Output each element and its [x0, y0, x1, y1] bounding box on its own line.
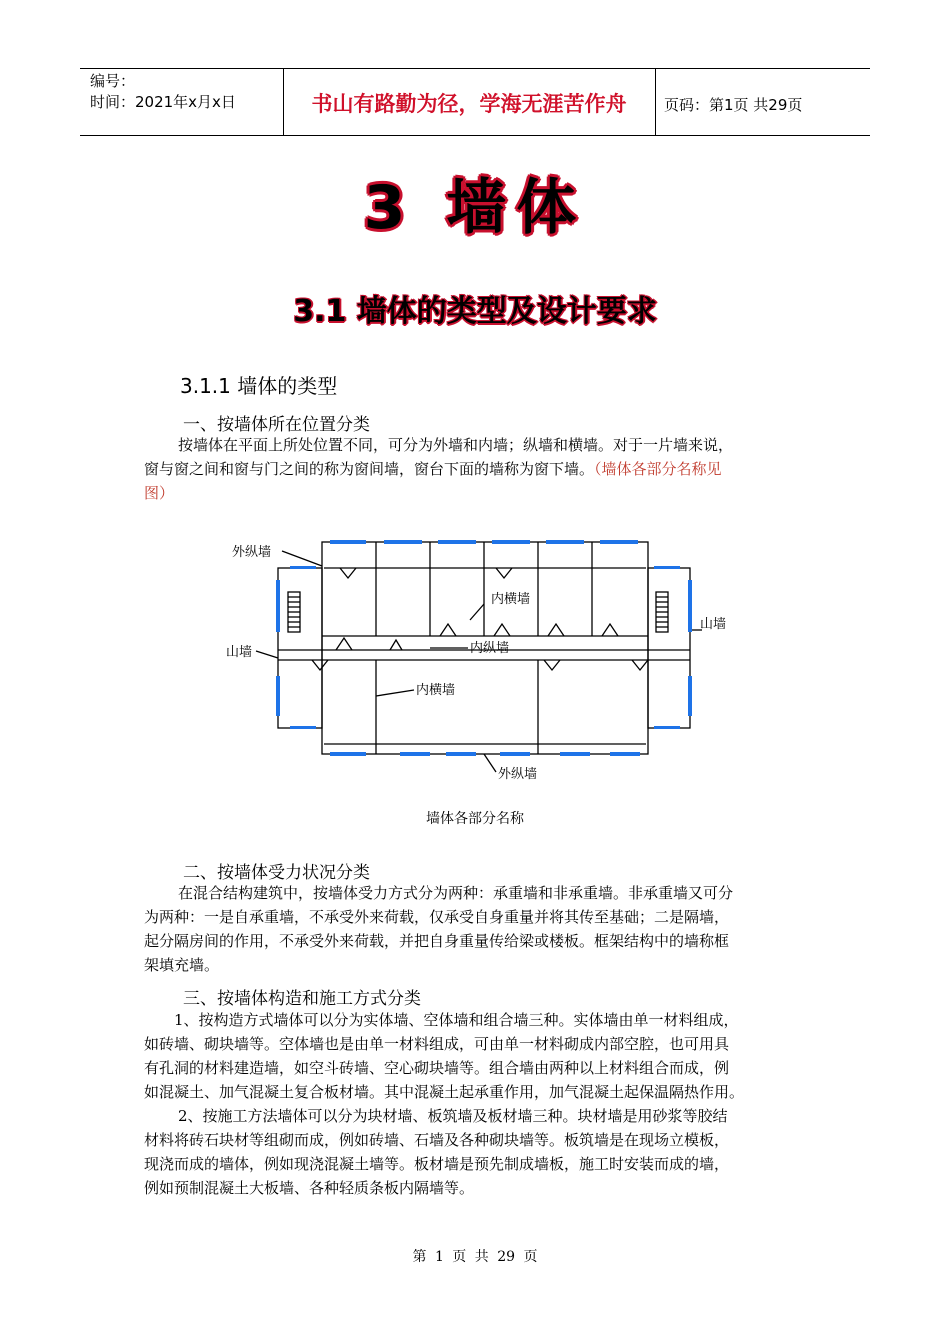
header-motto: 书山有路勤为径，学海无涯苦作舟 — [311, 92, 627, 116]
header-time-label: 时间：2021年x月x日 — [90, 93, 236, 111]
label-inner-transverse-bottom: 内横墙 — [416, 683, 456, 698]
part3-paragraph-2 — [144, 1104, 804, 1200]
figure-reference-note: （墙体各部分名称见 — [594, 460, 722, 478]
label-inner-longitudinal: 内纵墙 — [470, 641, 510, 656]
part3-heading: 三、按墙体构造和施工方式分类 — [183, 989, 421, 1009]
part1-heading: 一、按墙体所在位置分类 — [183, 415, 370, 435]
header-page-info: 页码：第1页 共29页 — [664, 96, 803, 114]
part3-p2-line-4: 例如预制混凝土大板墙、各种轻质条板内隔墙等。 — [144, 1179, 475, 1197]
figure-caption: 墙体各部分名称 — [426, 811, 524, 827]
part2-paragraph — [144, 881, 804, 977]
part2-line-3: 起分隔房间的作用，不承受外来荷载，并把自身重量传给梁或楼板。框架结构中的墙称框 — [144, 932, 730, 950]
part3-p1-line-1: 1、按构造方式墙体可以分为实体墙、空体墙和组合墙三种。实体墙由单一材料组成， — [174, 1011, 739, 1029]
label-inner-transverse-top: 内横墙 — [491, 592, 531, 607]
subsection-title: 3.1.1 墙体的类型 — [180, 374, 338, 398]
part2-line-1: 在混合结构建筑中，按墙体受力方式分为两种：承重墙和非承重墙。非承重墙又可分 — [178, 884, 734, 902]
section-title: 3.1 墙体的类型及设计要求 — [293, 294, 657, 329]
part3-paragraph-1 — [144, 1008, 804, 1104]
part3-p2-line-3: 现浇而成的墙体，例如现浇混凝土墙等。板材墙是预先制成墙板，施工时安装而成的墙， — [144, 1155, 730, 1173]
part1-line-1: 按墙体在平面上所处位置不同，可分为外墙和内墙；纵墙和横墙。对于一片墙来说， — [178, 436, 734, 454]
figure-reference-note-cont: 图） — [144, 484, 175, 502]
part2-heading: 二、按墙体受力状况分类 — [183, 863, 370, 883]
part1-line-2-text: 窗与窗之间和窗与门之间的称为窗间墙，窗台下面的墙称为窗下墙。 — [144, 460, 595, 478]
part2-line-4: 架填充墙。 — [144, 956, 220, 974]
part2-line-2: 为两种：一是自承重墙，不承受外来荷载，仅承受自身重量并将其传至基础；二是隔墙， — [144, 908, 730, 926]
label-gable-left: 山墙 — [226, 645, 253, 660]
page-footer: 第 1 页 共 29 页 — [412, 1249, 538, 1265]
label-gable-right: 山墙 — [700, 617, 727, 632]
part3-p1-line-4: 如混凝土、加气混凝土复合板材墙。其中混凝土起承重作用，加气混凝土起保温隔热作用。 — [144, 1083, 745, 1101]
header-number-label: 编号： — [90, 72, 136, 90]
part3-p1-line-2: 如砖墙、砌块墙等。空体墙也是由单一材料组成，可由单一材料砌成内部空腔，也可用具 — [144, 1035, 730, 1053]
part3-p2-line-2: 材料将砖石块材等组砌而成，例如砖墙、石墙及各种砌块墙等。板筑墙是在现场立模板， — [144, 1131, 730, 1149]
label-outer-longitudinal-bottom: 外纵墙 — [498, 767, 538, 782]
chapter-title: 3 墙体 — [363, 173, 587, 243]
part3-p1-line-3: 有孔洞的材料建造墙，如空斗砖墙、空心砌块墙等。组合墙由两种以上材料组合而成，例 — [144, 1059, 730, 1077]
part3-p2-line-1: 2、按施工方法墙体可以分为块材墙、板筑墙及板材墙三种。块材墙是用砂浆等胶结 — [178, 1107, 728, 1125]
label-outer-longitudinal-top: 外纵墙 — [232, 545, 272, 560]
